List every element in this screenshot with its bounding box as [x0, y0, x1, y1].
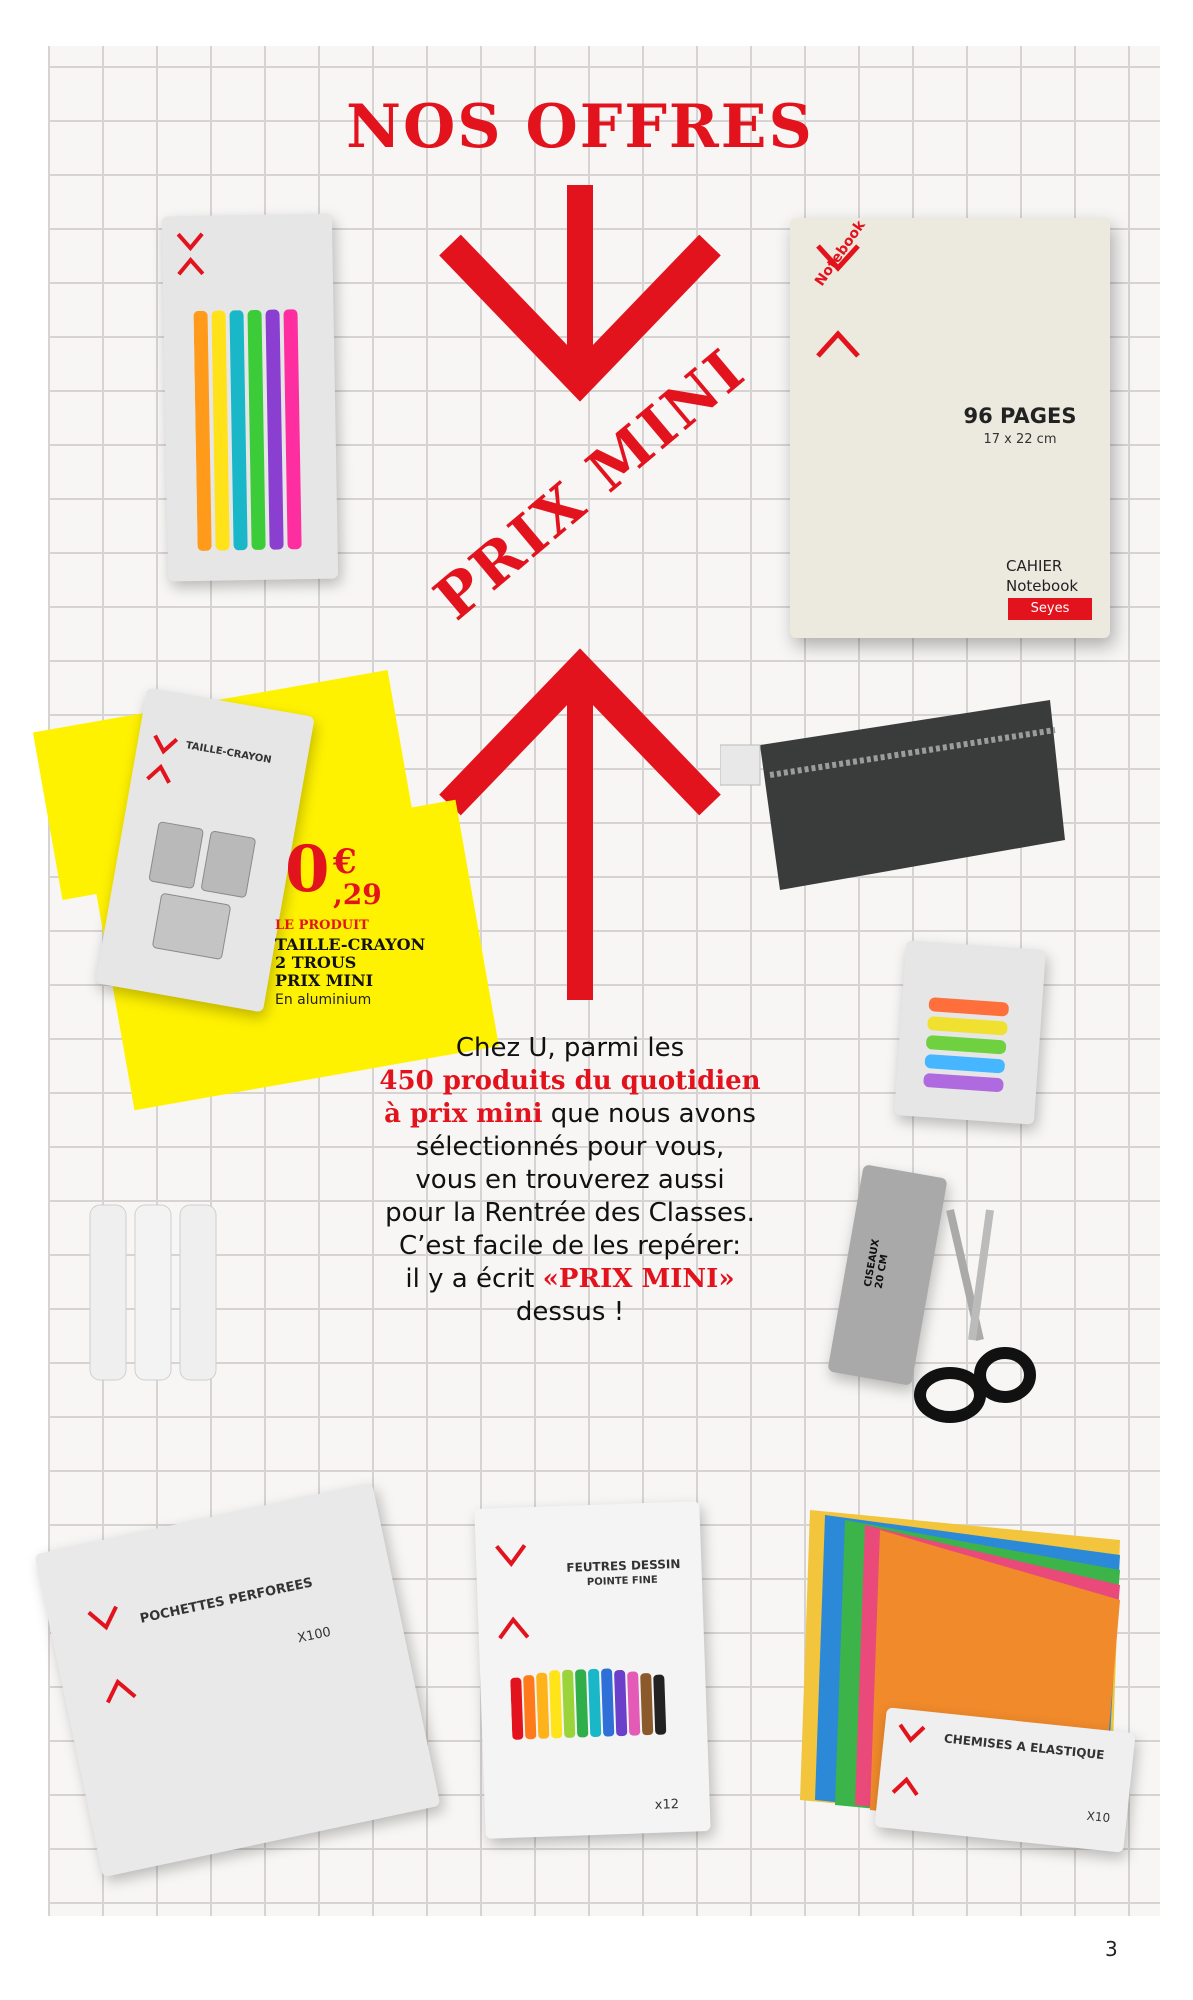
- prix-mini-banner: PRIX MINI: [421, 334, 759, 634]
- prix-mini-logo-icon: [490, 1537, 534, 1648]
- product-notebook: [790, 218, 1110, 638]
- intro-highlight: à prix mini: [384, 1099, 543, 1129]
- pockets-label: POCHETTES PERFOREES: [138, 1575, 315, 1627]
- notebook-ruling-badge: Seyes: [1008, 598, 1092, 620]
- product-highlighters: [162, 214, 338, 582]
- page-number: 3: [1105, 1937, 1118, 1961]
- price-units: 0: [285, 832, 330, 907]
- intro-line: pour la Rentrée des Classes.: [385, 1198, 755, 1228]
- scissors-label: CISEAUX 20 CM: [862, 1238, 891, 1290]
- product-felt-pens: [474, 1501, 710, 1839]
- offer-material: En aluminium: [275, 992, 372, 1008]
- folders-label: CHEMISES A ELASTIQUE: [943, 1731, 1106, 1763]
- price-cents: ,29: [333, 878, 382, 911]
- intro-text: [330, 1032, 810, 1329]
- notebook-type-label: CAHIER: [1006, 557, 1063, 575]
- felt-pens-count: x12: [654, 1797, 680, 1813]
- price-currency: €: [333, 842, 357, 882]
- scissors-image: [910, 1200, 1040, 1440]
- notebook-size: 17 x 22 cm: [983, 432, 1057, 447]
- prix-mini-logo-icon: [887, 1718, 929, 1801]
- intro-line-rest: que nous avons: [542, 1099, 756, 1129]
- offer-name-line: 2 TROUS: [275, 953, 357, 972]
- notebook-name-label: Notebook: [1006, 577, 1079, 595]
- intro-highlight: «PRIX MINI»: [542, 1264, 735, 1294]
- sharpener-pack-label: TAILLE-CRAYON: [184, 740, 273, 767]
- offer-name-line: TAILLE-CRAYON: [275, 935, 426, 954]
- down-arrow-icon: [450, 185, 710, 380]
- felt-pens-sub: POINTE FINE: [586, 1574, 658, 1589]
- prix-mini-logo-icon: [170, 226, 211, 287]
- crayons-image: [917, 992, 1019, 1108]
- intro-line: Chez U, parmi les: [455, 1033, 685, 1063]
- product-crayons: [894, 940, 1046, 1124]
- page-title: NOS OFFRES: [346, 92, 814, 162]
- notebook-brand: Notebook: [812, 217, 869, 290]
- intro-line-start: il y a écrit: [405, 1264, 543, 1294]
- pencil-sharpener-image: [130, 811, 264, 978]
- intro-line: sélectionnés pour vous,: [415, 1132, 725, 1162]
- offer-name-line: PRIX MINI: [275, 971, 374, 990]
- intro-highlight: 450 produits du quotidien: [379, 1066, 761, 1096]
- notebook-pages: 96 PAGES: [963, 404, 1077, 428]
- felt-pens-label: FEUTRES DESSIN: [566, 1556, 681, 1575]
- intro-line: C’est facile de les repérer:: [398, 1231, 742, 1261]
- up-arrow-icon: [450, 670, 710, 1000]
- notebook-type: [1006, 556, 1106, 596]
- prix-mini-logo-icon: [81, 1598, 143, 1714]
- offer-price: [285, 832, 382, 911]
- intro-line: [330, 1263, 810, 1296]
- folders-count: X10: [1085, 1808, 1111, 1826]
- intro-line: dessus !: [515, 1297, 625, 1327]
- felt-pens-image: [510, 1662, 683, 1748]
- product-pencil-case: [720, 690, 1070, 900]
- highlighter-pens-image: [193, 309, 307, 556]
- product-pockets: [34, 1483, 440, 1878]
- product-glue-sticks: [80, 1190, 240, 1390]
- unit-label: LE PRODUIT: [275, 918, 369, 933]
- intro-line: vous en trouverez aussi: [415, 1165, 725, 1195]
- offer-product-name: [275, 936, 425, 990]
- prix-mini-logo-icon: [141, 729, 184, 790]
- intro-line: [330, 1098, 810, 1131]
- pockets-count: X100: [296, 1624, 333, 1647]
